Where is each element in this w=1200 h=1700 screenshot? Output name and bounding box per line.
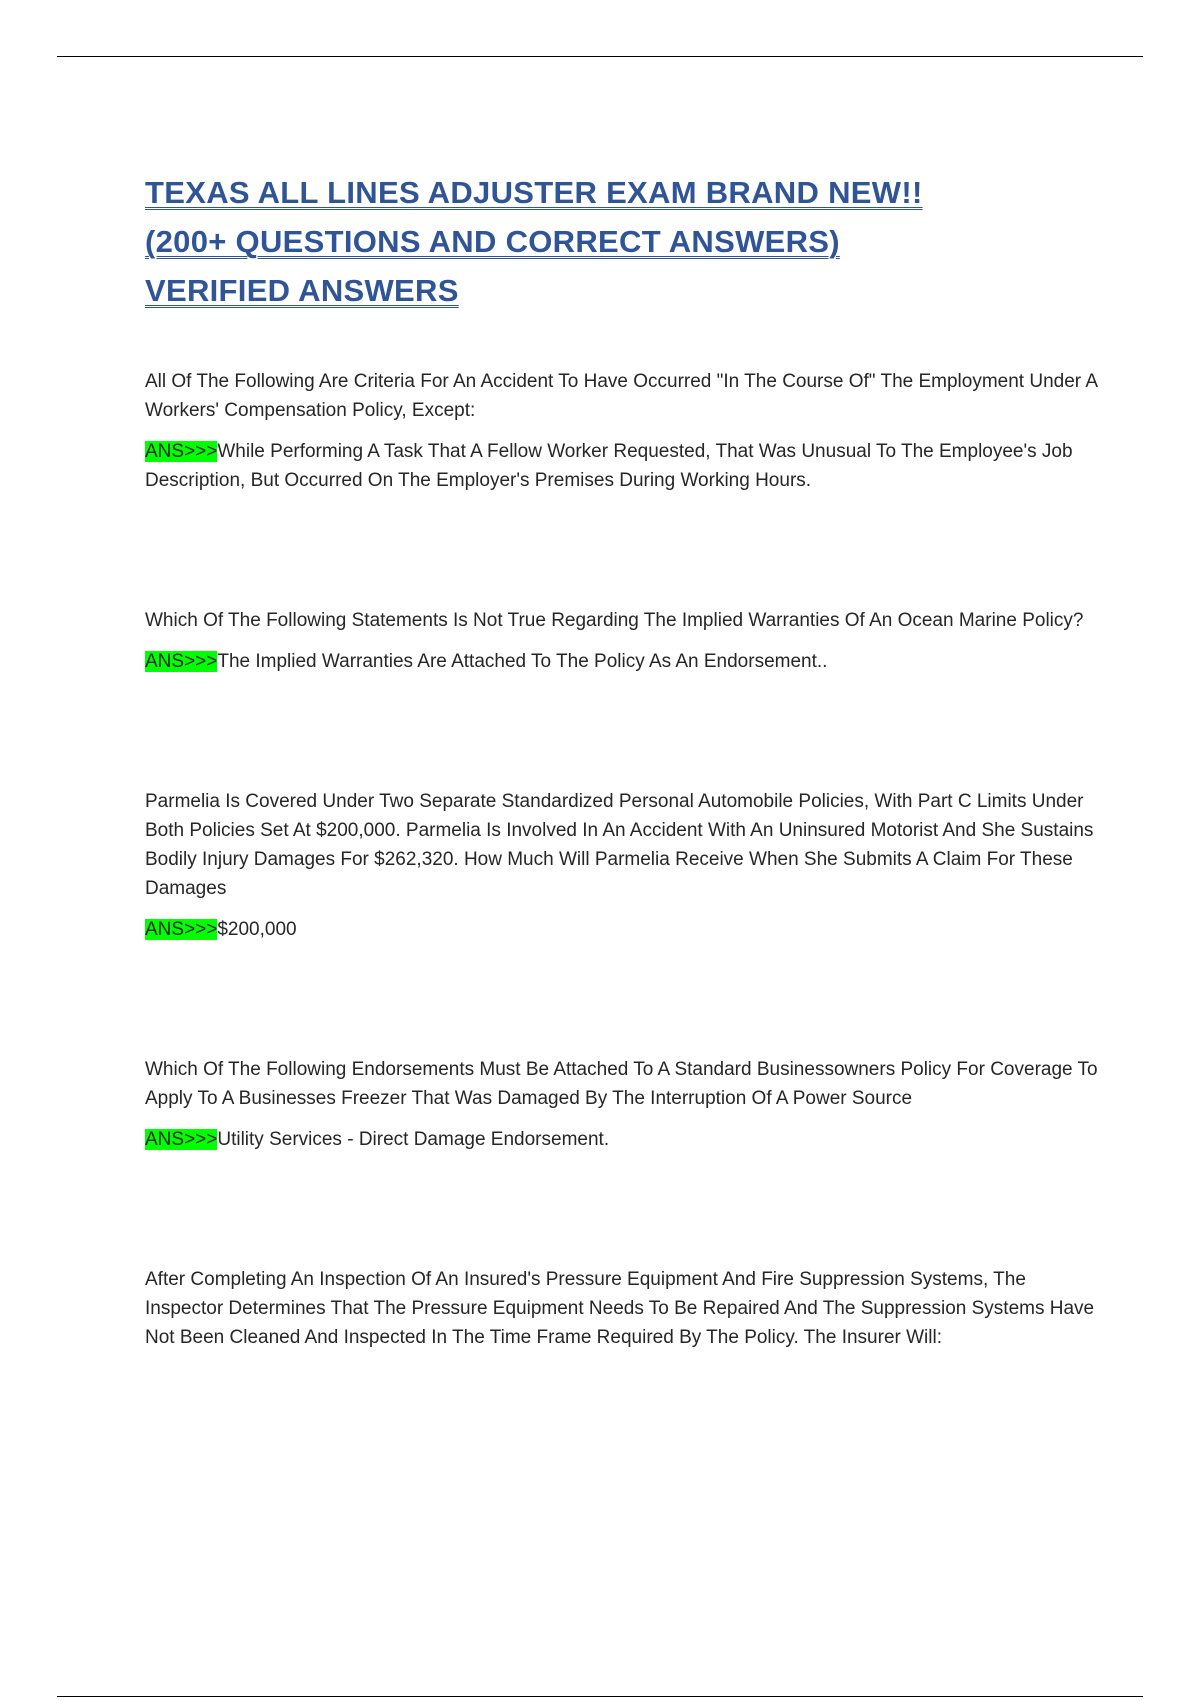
answer-text	[145, 437, 1105, 495]
title-line: TEXAS ALL LINES ADJUSTER EXAM BRAND NEW!!	[145, 175, 923, 210]
answer-value: While Performing A Task That A Fellow Worker Requested, That Was Unusual To The Employee's Job Description, But Occurred On The Employer's Premises During Working Hours.	[145, 441, 1073, 491]
question-text: All Of The Following Are Criteria For An Accident To Have Occurred "In The Course Of" The Employment Under A Workers' Compensation Policy, Except:	[145, 371, 1097, 421]
answer-text	[145, 647, 1105, 676]
document-title	[145, 168, 1105, 315]
qa-item	[145, 367, 1105, 495]
answer-text	[145, 915, 1105, 944]
answer-value: The Implied Warranties Are Attached To The Policy As An Endorsement..	[217, 651, 828, 672]
footer-rule	[57, 1696, 1143, 1697]
qa-item	[145, 1055, 1105, 1154]
answer-value: Utility Services - Direct Damage Endorsement.	[217, 1129, 610, 1150]
answer-text	[145, 1125, 1105, 1154]
qa-item	[145, 606, 1105, 676]
answer-prefix-highlight: ANS>>>	[145, 1129, 218, 1150]
title-line: (200+ QUESTIONS AND CORRECT ANSWERS)	[145, 224, 840, 259]
qa-item	[145, 1265, 1105, 1352]
spacer	[145, 495, 1105, 606]
question-text: Which Of The Following Statements Is Not True Regarding The Implied Warranties Of An Ocean Marine Policy?	[145, 610, 1084, 631]
question-text: Which Of The Following Endorsements Must Be Attached To A Standard Businessowners Policy For Coverage To Apply To A Businesses Freezer That Was Damaged By The Interruption Of A Power Source	[145, 1059, 1098, 1109]
answer-prefix-highlight: ANS>>>	[145, 651, 218, 672]
document-body	[145, 168, 1105, 1352]
answer-prefix-highlight: ANS>>>	[145, 919, 218, 940]
answer-prefix-highlight: ANS>>>	[145, 441, 218, 462]
title-line: VERIFIED ANSWERS	[145, 273, 459, 308]
question-text: After Completing An Inspection Of An Insured's Pressure Equipment And Fire Suppression Systems, The Inspector Determines That The Pressure Equipment Needs To Be Repaired And The Suppression Systems Have Not Been Cleaned And Inspected In The Time Frame Required By The Policy. The Insurer Will:	[145, 1269, 1095, 1348]
header-rule	[57, 56, 1143, 57]
qa-item	[145, 787, 1105, 944]
question-text: Parmelia Is Covered Under Two Separate Standardized Personal Automobile Policies, With Part C Limits Under Both Policies Set At $200,000. Parmelia Is Involved In An Accident With An Uninsured Motorist And She Sustains Bodily Injury Damages For $262,320. How Much Will Parmelia Receive When She Submits A Claim For These Damages	[145, 791, 1094, 899]
spacer	[145, 676, 1105, 787]
spacer	[145, 944, 1105, 1055]
spacer	[145, 1154, 1105, 1265]
answer-value: $200,000	[217, 919, 297, 940]
